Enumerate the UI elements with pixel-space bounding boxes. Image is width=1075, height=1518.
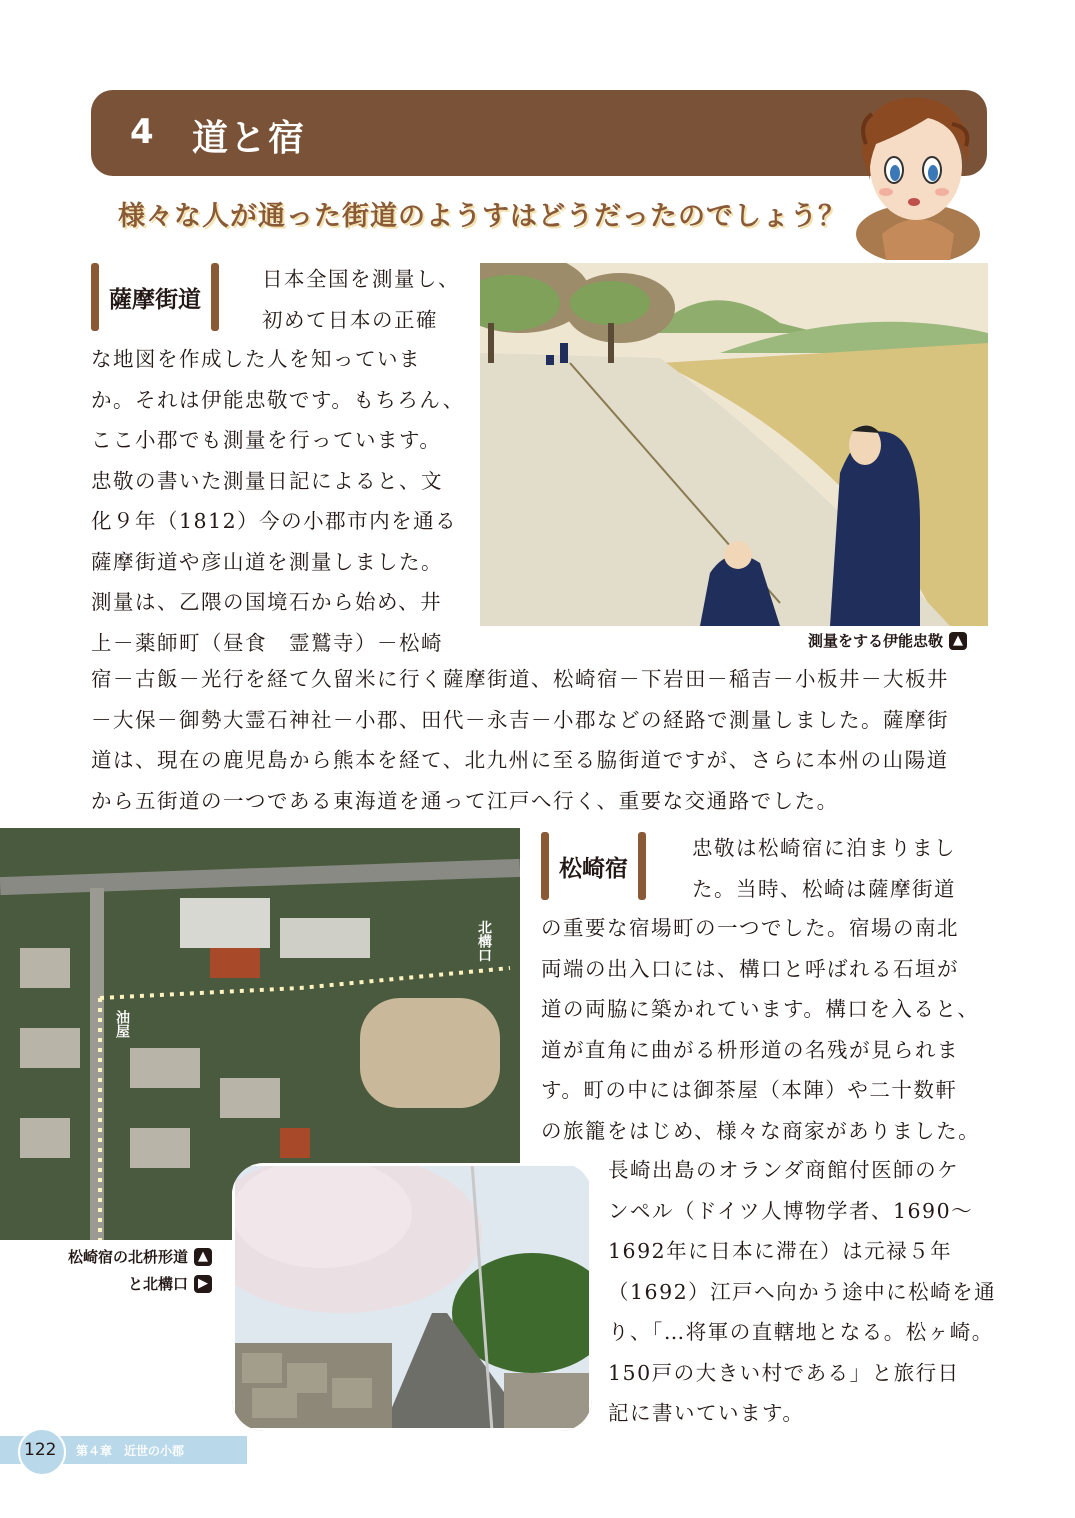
text-line: 150戸の大きい村である」と旅行日 <box>608 1360 960 1385</box>
text-line: 初めて日本の正確 <box>262 307 438 332</box>
aerial-caption-line2 <box>128 1273 212 1294</box>
text-line: す。町の中には御茶屋（本陣）や二十数軒 <box>541 1078 958 1102</box>
section-label-matsuzaki: 松崎宿 <box>559 855 628 882</box>
text-line: 上－薬師町（昼食 霊鷲寺）－松崎 <box>91 630 443 655</box>
up-arrow-icon: ▲ <box>949 632 967 650</box>
section-number: 4 <box>130 112 154 152</box>
text-line: 長崎出島のオランダ商館付医師のケ <box>608 1158 960 1182</box>
up-arrow-icon: ▲ <box>194 1248 212 1266</box>
page-subtitle: 様々な人が通った街道のようすはどうだったのでしょう？ <box>118 201 846 232</box>
text-line: な地図を作成した人を知っていま <box>91 347 421 371</box>
aerial-caption-line1 <box>68 1246 212 1267</box>
text-line: 1692年に日本に滞在）は元禄５年 <box>608 1239 953 1263</box>
chapter-label: 第４章 近世の小郡 <box>76 1444 185 1458</box>
text-line: 記に書いています。 <box>608 1401 805 1425</box>
section-heading-matsuzaki <box>541 832 646 900</box>
aerial-caption <box>68 1246 212 1294</box>
caption-text: 松崎宿の北枡形道 <box>68 1248 189 1266</box>
text-line: り、「…将軍の直轄地となる。松ヶ崎。 <box>608 1320 994 1344</box>
text-line: 道が直角に曲がる枡形道の名残が見られま <box>541 1037 959 1062</box>
heading-bar-right <box>211 263 219 331</box>
satsuma-text-wide <box>91 659 991 821</box>
matsuzaki-text-kaempfer <box>608 1150 997 1434</box>
text-line: 両端の出入口には、構口と呼ばれる石垣が <box>541 956 959 981</box>
text-line: ここ小郡でも測量を行っています。 <box>91 428 442 452</box>
mascot-character-illustration <box>832 84 984 260</box>
caption-text: 測量をする伊能忠敬 <box>808 632 944 650</box>
map-label-aburaya: 油屋 <box>114 1010 130 1038</box>
satsuma-intro-narrow <box>262 259 472 340</box>
text-line: から五街道の一つである東海道を通って江戸へ行く、重要な交通路でした。 <box>91 788 839 813</box>
satsuma-text-medium <box>91 339 476 663</box>
illustration-caption <box>808 630 967 651</box>
text-line: 薩摩街道や彦山道を測量しました。 <box>91 549 443 574</box>
heading-bar-right <box>638 832 646 900</box>
heading-bar-left <box>541 832 549 900</box>
text-line: ンペル（ドイツ人博物学者、1690～ <box>608 1198 974 1223</box>
north-gate-street-photo <box>232 1163 592 1431</box>
text-line: 日本全国を測量し、 <box>262 267 460 291</box>
text-line: （1692）江戸へ向かう途中に松崎を通 <box>608 1279 997 1304</box>
text-line: か。それは伊能忠敬です。もちろん、 <box>91 387 465 412</box>
text-line: た。当時、松崎は薩摩街道 <box>692 876 956 901</box>
map-label-north-gate: 北構口 <box>476 920 492 962</box>
matsuzaki-intro-narrow <box>692 828 992 909</box>
page-number: 122 <box>24 1440 57 1460</box>
text-line: の旅籠をはじめ、様々な商家がありました。 <box>541 1118 981 1143</box>
inou-survey-illustration <box>480 263 988 626</box>
text-line: 宿－古飯－光行を経て久留米に行く薩摩街道、松崎宿－下岩田－稲吉－小板井－大板井 <box>91 667 949 691</box>
section-heading-satsuma <box>91 263 219 331</box>
matsuzaki-text-medium <box>541 908 991 1151</box>
text-line: 化９年（1812）今の小郡市内を通る <box>91 509 458 533</box>
text-line: 測量は、乙隈の国境石から始め、井 <box>91 590 443 614</box>
text-line: 忠敬は松崎宿に泊まりまし <box>692 836 956 860</box>
heading-bar-left <box>91 263 99 331</box>
text-line: 道の両脇に築かれています。構口を入ると、 <box>541 997 980 1021</box>
text-line: －大保－御勢大霊石神社－小郡、田代－永吉－小郡などの経路で測量しました。薩摩街 <box>91 707 949 732</box>
section-label-satsuma: 薩摩街道 <box>109 286 201 313</box>
right-arrow-icon: ▶ <box>194 1275 212 1293</box>
caption-text: と北構口 <box>128 1275 189 1293</box>
page-title: 道と宿 <box>192 118 307 159</box>
text-line: 道は、現在の鹿児島から熊本を経て、北九州に至る脇街道ですが、さらに本州の山陽道 <box>91 748 949 772</box>
text-line: 忠敬の書いた測量日記によると、文 <box>91 468 443 493</box>
text-line: の重要な宿場町の一つでした。宿場の南北 <box>541 916 959 940</box>
